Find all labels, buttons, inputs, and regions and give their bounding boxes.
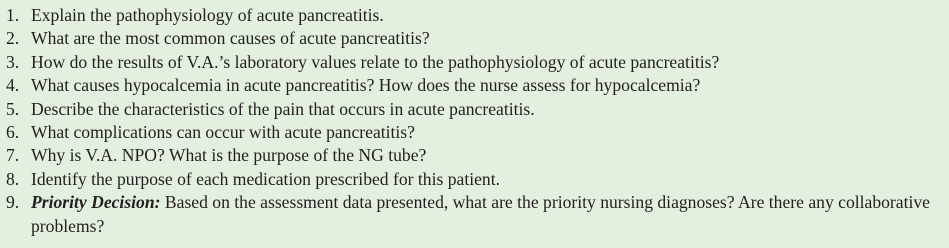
question-number: 7. bbox=[6, 145, 20, 166]
question-item-2 bbox=[6, 27, 941, 50]
question-number: 3. bbox=[6, 51, 20, 72]
question-number: 1. bbox=[6, 5, 20, 25]
question-text: What are the most common causes of acute pancreatitis? bbox=[31, 28, 430, 49]
question-text: What complications can occur with acute pancreatitis? bbox=[31, 122, 415, 143]
question-item-6 bbox=[6, 121, 941, 144]
question-text: Why is V.A. NPO? What is the purpose of the NG tube? bbox=[31, 145, 427, 166]
question-number: 5. bbox=[6, 98, 20, 119]
question-item-4 bbox=[6, 74, 941, 97]
question-text: Describe the characteristics of the pain that occurs in acute pancreatitis. bbox=[31, 98, 535, 119]
priority-decision-label: Priority Decision: bbox=[31, 192, 161, 213]
question-number: 6. bbox=[6, 122, 20, 143]
question-text: Identify the purpose of each medication prescribed for this patient. bbox=[31, 168, 501, 189]
question-text-block bbox=[31, 191, 941, 238]
question-item-5 bbox=[6, 98, 941, 121]
question-item-9 bbox=[6, 191, 941, 238]
question-number: 2. bbox=[6, 28, 20, 49]
question-number: 8. bbox=[6, 168, 20, 189]
question-item-7 bbox=[6, 144, 941, 167]
question-number: 4. bbox=[6, 75, 20, 96]
question-text: Based on the assessment data presented, what are the priority nursing diagnoses? Are there any collaborative problems? bbox=[31, 192, 930, 236]
question-text: Explain the pathophysiology of acute pancreatitis. bbox=[31, 5, 384, 25]
question-list bbox=[6, 4, 941, 238]
question-text: What causes hypocalcemia in acute pancreatitis? How does the nurse assess for hypocalcemia? bbox=[31, 75, 701, 96]
question-item-8 bbox=[6, 168, 941, 191]
question-text: How do the results of V.A.’s laboratory values relate to the pathophysiology of acute pancreatitis? bbox=[31, 51, 720, 72]
question-item-1 bbox=[6, 4, 941, 27]
question-number: 9. bbox=[6, 192, 20, 213]
question-item-3 bbox=[6, 51, 941, 74]
